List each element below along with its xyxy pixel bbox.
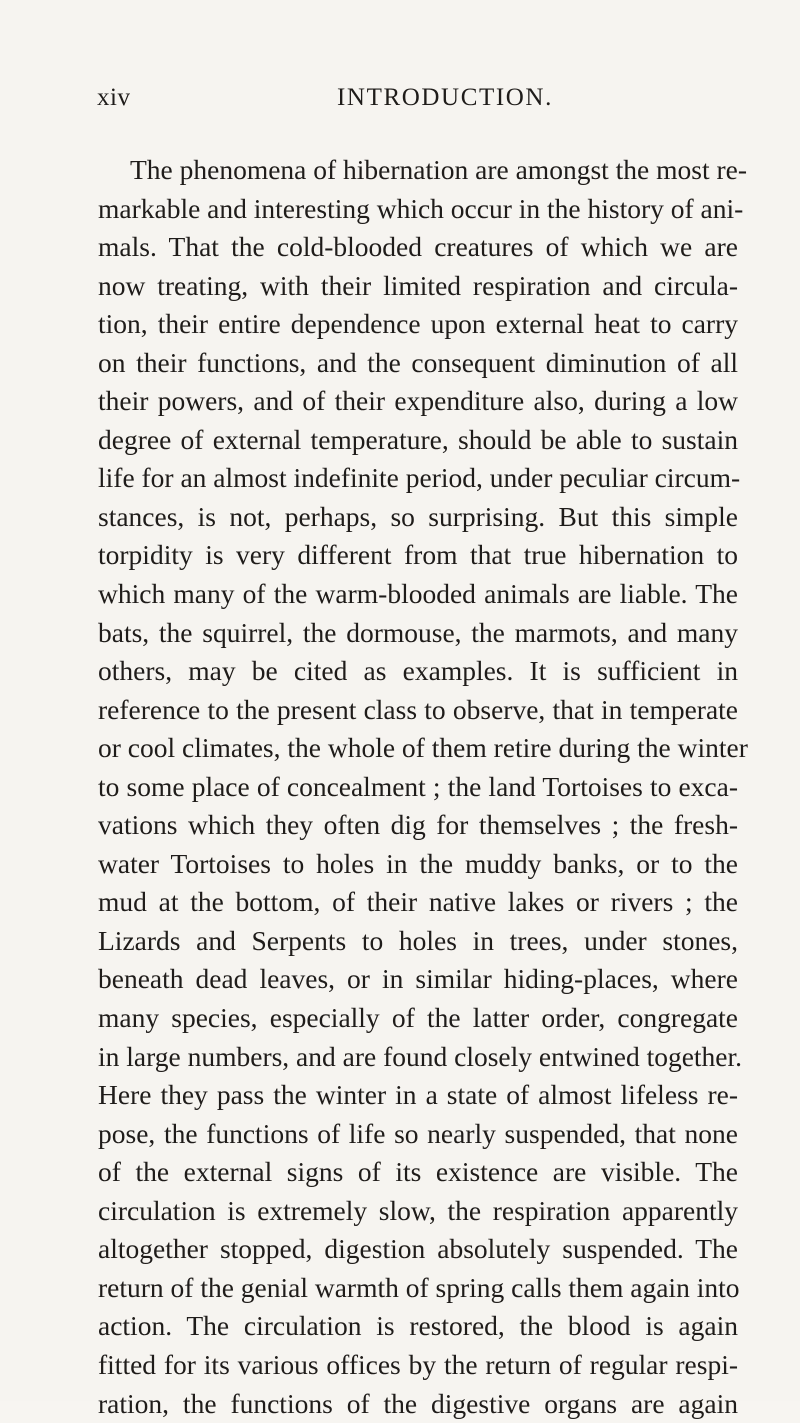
text-line: Lizards and Serpents to holes in trees, under stones, (98, 922, 738, 961)
text-line: on their functions, and the consequent diminution of all (98, 344, 738, 383)
running-head (97, 84, 737, 128)
text-line: altogether stopped, digestion absolutely suspended. The (98, 1230, 738, 1269)
running-head-title: INTRODUCTION. (337, 84, 553, 112)
text-line: water Tortoises to holes in the muddy banks, or to the (98, 845, 738, 884)
text-line: or cool climates, the whole of them retire during the winter (98, 729, 738, 768)
text-line: to some place of concealment ; the land Tortoises to exca- (98, 768, 738, 807)
text-line: in large numbers, and are found closely entwined together. (98, 1038, 738, 1077)
text-line: many species, especially of the latter order, congregate (98, 999, 738, 1038)
text-line: stances, is not, perhaps, so surprising. But this simple (98, 498, 738, 537)
text-line: tion, their entire dependence upon external heat to carry (98, 305, 738, 344)
text-line: Here they pass the winter in a state of almost lifeless re- (98, 1076, 738, 1115)
page-number: xiv (97, 84, 130, 112)
text-line: pose, the functions of life so nearly suspended, that none (98, 1115, 738, 1154)
text-line: life for an almost indefinite period, under peculiar circum- (98, 459, 738, 498)
text-line: ration, the functions of the digestive organs are again (98, 1385, 738, 1423)
text-line: which many of the warm-blooded animals are liable. The (98, 575, 738, 614)
text-line: their powers, and of their expenditure also, during a low (98, 382, 738, 421)
text-line: circulation is extremely slow, the respiration apparently (98, 1192, 738, 1231)
text-line: vations which they often dig for themselves ; the fresh- (98, 806, 738, 845)
text-line: markable and interesting which occur in the history of ani- (98, 190, 738, 229)
text-line: mals. That the cold-blooded creatures of which we are (98, 228, 738, 267)
text-line: The phenomena of hibernation are amongst the most re- (98, 151, 738, 190)
text-line: of the external signs of its existence are visible. The (98, 1153, 738, 1192)
text-line: reference to the present class to observe, that in temperate (98, 691, 738, 730)
text-line: action. The circulation is restored, the blood is again (98, 1307, 738, 1346)
text-line: others, may be cited as examples. It is sufficient in (98, 652, 738, 691)
text-line: fitted for its various offices by the return of regular respi- (98, 1346, 738, 1385)
text-line: degree of external temperature, should be able to sustain (98, 421, 738, 460)
text-line: return of the genial warmth of spring calls them again into (98, 1269, 738, 1308)
text-line: beneath dead leaves, or in similar hiding-places, where (98, 960, 738, 999)
body-text (98, 151, 738, 1423)
text-line: torpidity is very different from that true hibernation to (98, 536, 738, 575)
text-line: mud at the bottom, of their native lakes or rivers ; the (98, 883, 738, 922)
text-line: now treating, with their limited respiration and circula- (98, 267, 738, 306)
text-line: bats, the squirrel, the dormouse, the marmots, and many (98, 614, 738, 653)
